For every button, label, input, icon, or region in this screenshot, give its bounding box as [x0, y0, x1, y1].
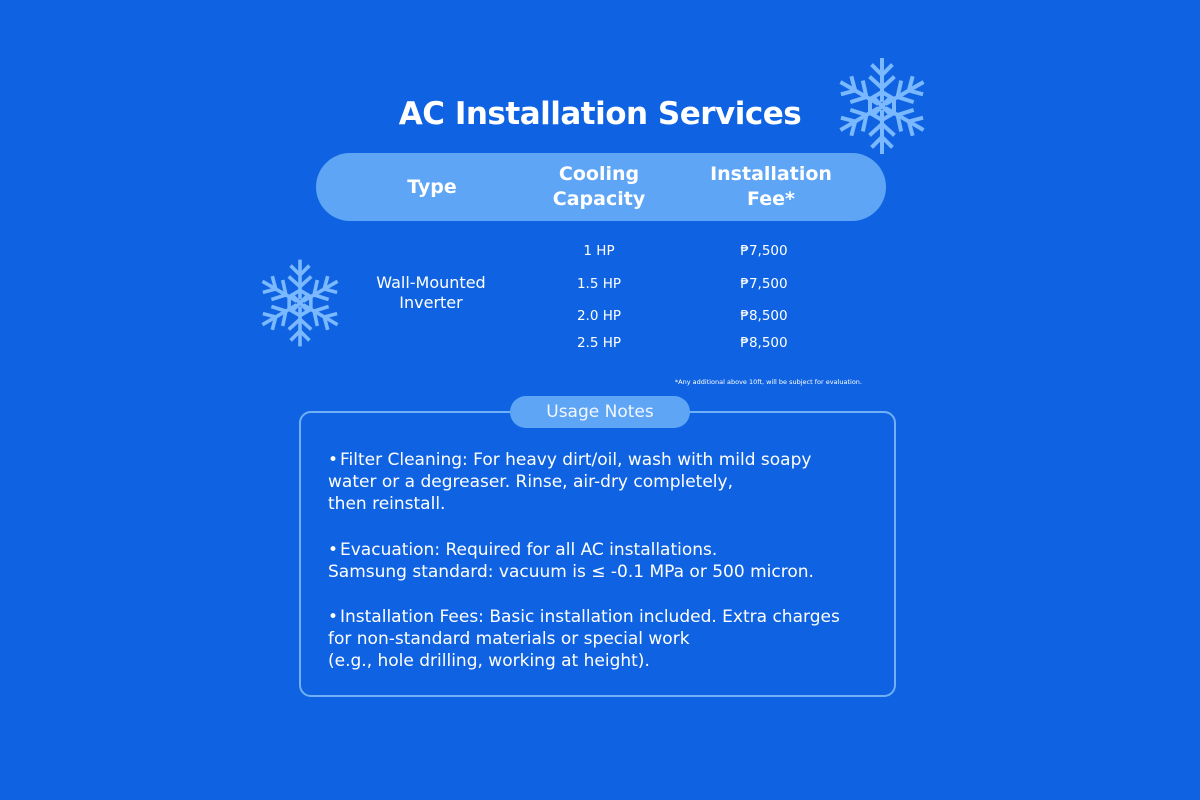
fee-cell: ₱7,500 — [740, 276, 788, 292]
capacity-cell: 1 HP — [583, 243, 615, 259]
note-line: for non-standard materials or special work — [328, 629, 690, 649]
column-header-fee-line1: Installation — [710, 163, 832, 185]
note-line: water or a degreaser. Rinse, air-dry completely, — [328, 472, 733, 492]
type-line2: Inverter — [399, 293, 463, 312]
usage-notes-label: Usage Notes — [510, 396, 690, 428]
capacity-cell: 1.5 HP — [576, 276, 622, 292]
column-header-capacity-line2: Capacity — [552, 188, 646, 210]
note-line: Samsung standard: vacuum is ≤ -0.1 MPa or 500 micron. — [328, 562, 814, 582]
column-header-capacity-line1: Cooling — [558, 163, 640, 185]
note-line: Filter Cleaning: For heavy dirt/oil, wash with mild soapy — [340, 450, 812, 470]
fee-cell: ₱8,500 — [740, 308, 788, 324]
note-item — [328, 449, 885, 515]
bullet: • — [328, 540, 339, 560]
note-item — [328, 539, 885, 583]
column-header-fee-line2: Fee* — [747, 188, 795, 210]
bullet: • — [328, 607, 339, 627]
snowflake-icon — [253, 256, 347, 350]
snowflake-icon — [830, 54, 934, 158]
footnote: *Any additional above 10ft, will be subject for evaluation. — [674, 378, 862, 386]
note-line: then reinstall. — [328, 494, 446, 514]
note-line: Evacuation: Required for all AC installations. — [340, 540, 718, 560]
column-header-capacity — [519, 153, 679, 221]
type-line1: Wall-Mounted — [376, 273, 486, 292]
bullet: • — [328, 450, 339, 470]
note-item — [328, 606, 885, 672]
fee-cell: ₱7,500 — [740, 243, 788, 259]
fee-cell: ₱8,500 — [740, 335, 788, 351]
note-line: (e.g., hole drilling, working at height). — [328, 651, 650, 671]
type-cell — [351, 273, 511, 313]
column-header-fee — [691, 153, 851, 221]
note-line: Installation Fees: Basic installation included. Extra charges — [340, 607, 840, 627]
column-header-type: Type — [407, 175, 457, 198]
capacity-cell: 2.0 HP — [576, 308, 622, 324]
capacity-cell: 2.5 HP — [576, 335, 622, 351]
page-title: AC Installation Services — [398, 96, 802, 132]
table-header — [316, 153, 886, 221]
